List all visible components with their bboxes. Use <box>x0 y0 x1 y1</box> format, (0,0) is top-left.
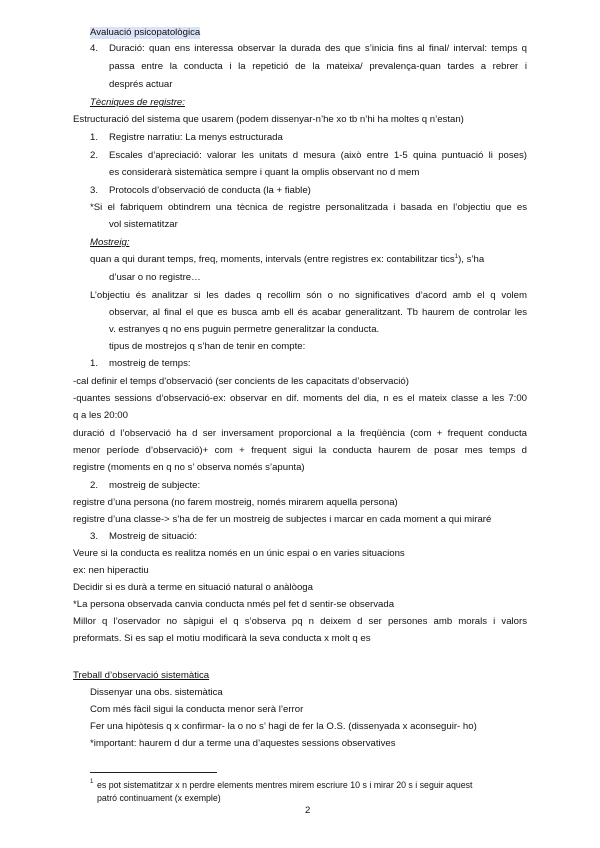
mostreig-text: L’objectiu és analitzar si les dades q recollim són o no significatives d’acord amb el q volem <box>90 290 527 301</box>
mostreig-text: observar, al final el que es busca amb ell és acabar generalitzant. Tb haurem de controlar les <box>109 307 527 318</box>
tecniques-intro: Estructuració del sistema que usarem (podem dissenyar-n’he xo tb n’hi ha moltes q n’estan) <box>73 114 464 125</box>
body-line: -cal definir el temps d’observació (ser concients de les capacitats d’observació) <box>73 376 409 387</box>
footnote-marker: 1 <box>454 253 459 260</box>
body-line: Millor q l’oservador no sàpigui el q s’observa pq n deixem d ser persones amb morals i valors <box>73 616 527 627</box>
treball-heading: Treball d’observació sistemàtica <box>73 670 210 681</box>
body-line: registre d’una persona (no farem mostreig, només mirarem aquella persona) <box>73 497 398 508</box>
body-line: Decidir si es durà a terme en situació natural o anàlòoga <box>73 582 313 593</box>
list-number: 1. <box>90 358 99 369</box>
mostreig-paragraph <box>90 254 527 266</box>
subsection-title: Mostreig de situació: <box>109 531 197 542</box>
list-number: 1. <box>90 132 99 143</box>
treball-line: *important: haurem d dur a terme una d’aquestes sessions observatives <box>90 738 396 749</box>
body-line: *La persona observada canvia conducta nmés pel fet d sentir-se observada <box>73 599 395 610</box>
footnote-text: patró continuament (x exemple) <box>97 793 221 803</box>
body-line: menor període d’observació)+ com + frequent sigui la conducta haurem de posar mes temps d <box>73 445 527 456</box>
list-number: 4. <box>90 43 99 54</box>
list-item: Registre narratiu: La menys estructurada <box>109 132 283 143</box>
footnote-text: es pot sistematitzar x n perdre elements mentres mirem escriure 10 s i mirar 20 s i seguir aquest <box>97 780 473 790</box>
body-line: -quantes sessions d’observació-ex: observar en dif. moments del dia, n es el mateix classe a les 7:00 <box>73 393 527 404</box>
tecniques-heading: Tècniques de registre: <box>90 97 185 108</box>
footnote-divider <box>90 772 217 773</box>
body-line: q a les 20:00 <box>73 410 128 421</box>
list-number: 2. <box>90 480 99 491</box>
mostreig-text: ), s’ha <box>458 254 485 265</box>
mostreig-heading: Mostreig: <box>90 237 130 248</box>
treball-line: Dissenyar una obs. sistemàtica <box>90 687 223 698</box>
mostreig-text: v. estranyes q no ens puguin permetre generalitzar la conducta. <box>109 324 380 335</box>
subsection-title: mostreig de temps: <box>109 358 191 369</box>
body-line: registre d’una classe-> s’ha de fer un mostreig de subjectes i marcar en cada moment a qui miraré <box>73 514 492 525</box>
body-line: ex: nen hiperactiu <box>73 565 149 576</box>
list-number: 2. <box>90 150 99 161</box>
list-item: Protocols d’observació de conducta (la + fiable) <box>109 185 311 196</box>
page-number: 2 <box>305 805 311 816</box>
mostreig-text: d’usar o no registre… <box>109 272 201 283</box>
item4-line: després actuar <box>109 79 173 90</box>
mostreig-text: tipus de mostrejos q s’han de tenir en compte: <box>109 341 306 352</box>
list-number: 3. <box>90 185 99 196</box>
mostreig-text: quan a qui durant temps, freq, moments, intervals (entre registres ex: contabilitzar tics <box>90 254 455 265</box>
section-title: Avaluació psicopatològica <box>90 27 201 38</box>
body-line: preformats. Si es sap el motiu modificarà la seva conducta x molt q es <box>73 633 371 644</box>
body-line: duració d l’observació ha d ser inversament proporcional a la freqüència (com + frequent conducta <box>73 428 527 439</box>
tecniques-note: vol sistematitzar <box>109 219 178 230</box>
list-number: 3. <box>90 531 99 542</box>
treball-line: Fer una hipòtesis q x confirmar- la o no s’ hagi de fer la O.S. (dissenyada x aconseguir- ho) <box>90 721 477 732</box>
item4-line: Duració: quan ens interessa observar la durada des que s’inicia fins al final/ interval: temps q <box>109 43 527 54</box>
body-line: registre (moments en q no s’ observa només s’apunta) <box>73 462 305 473</box>
list-item-continued: es considerarà sistemàtica sempre i quant la omplis observant no d mem <box>109 167 420 178</box>
treball-line: Com més fàcil sigui la conducta menor serà l’error <box>90 704 304 715</box>
footnote-marker: 1 <box>90 779 94 785</box>
body-line: Veure si la conducta es realitza només en un únic espai o en varies situacions <box>73 548 405 559</box>
item4-line: passa entre la conducta i la repetició de la mateixa/ prevalença-quan tardes a rebrer i <box>109 61 527 72</box>
list-item: Escales d’apreciació: valorar les unitats d mesura (això entre 1-5 quina puntuació li poses) <box>109 150 527 161</box>
tecniques-note: *Si el fabriquem obtindrem una tècnica de registre personalitzada i basada en l’objectiu que es <box>90 202 527 213</box>
subsection-title: mostreig de subjecte: <box>109 480 201 491</box>
